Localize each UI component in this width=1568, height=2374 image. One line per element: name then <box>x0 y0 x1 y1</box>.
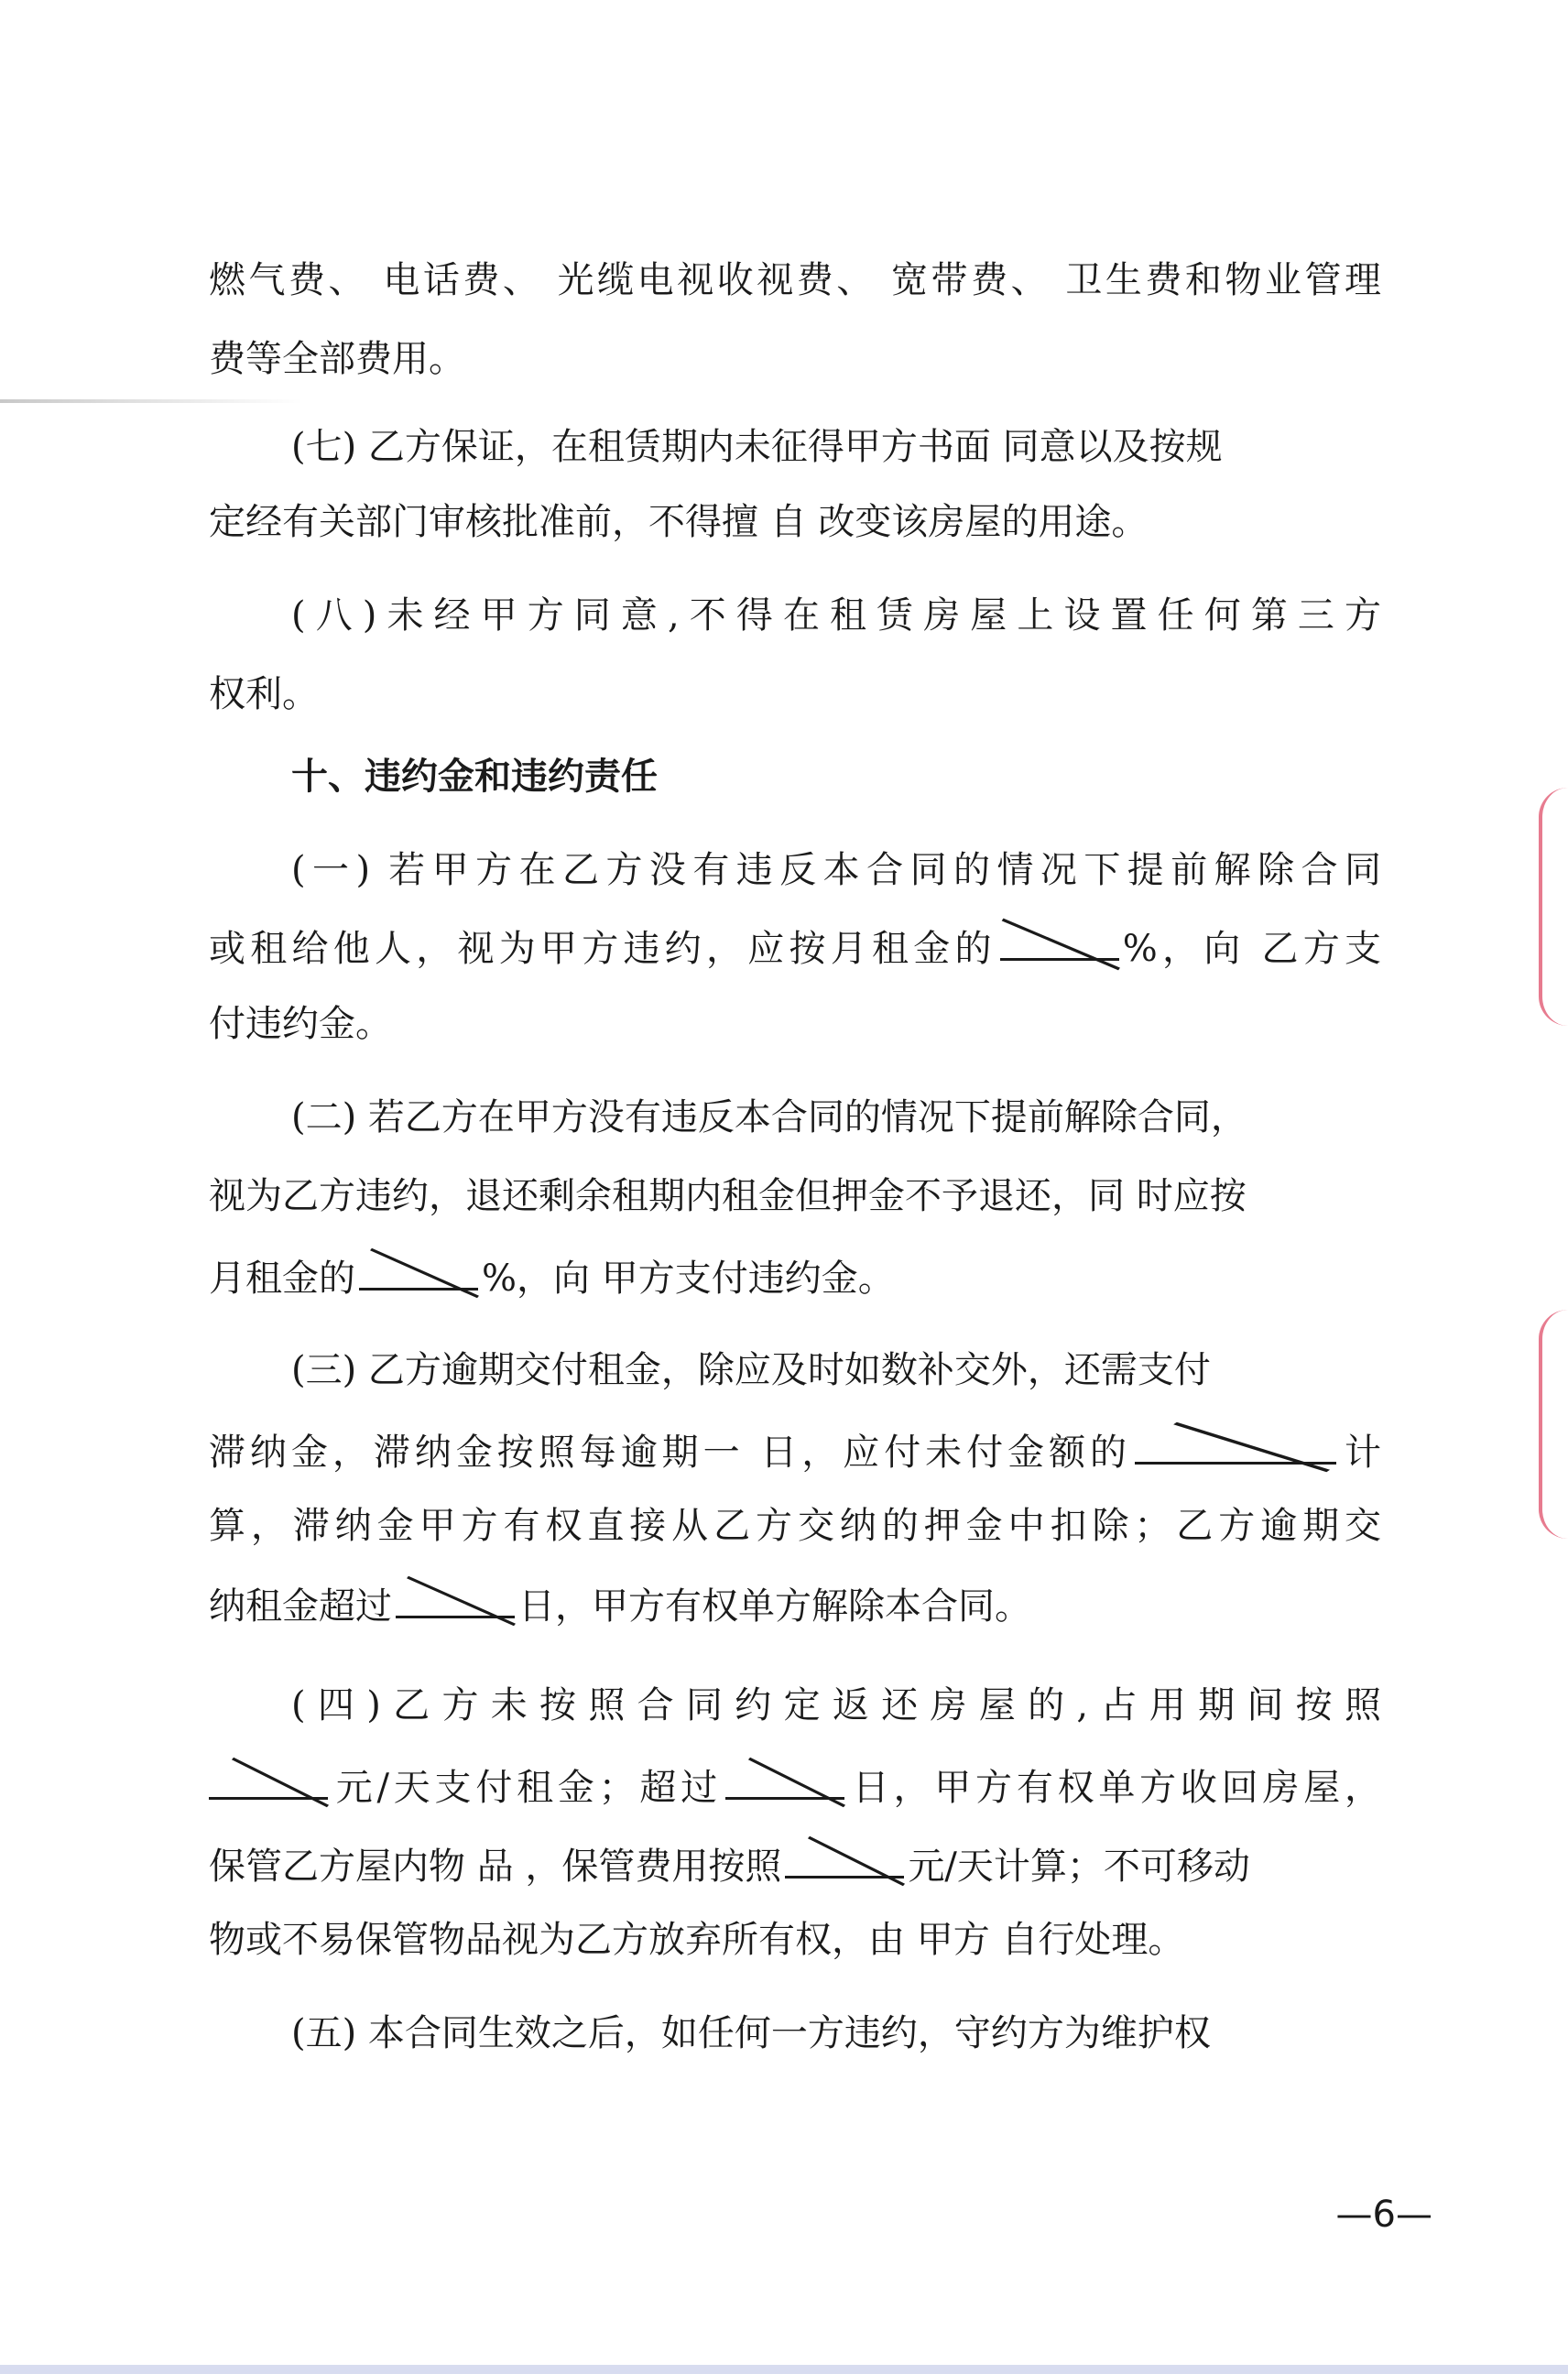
clause-2-line-1: (二) 若乙方在甲方没有违反本合同的情况下提前解除合同， <box>291 1096 1247 1138</box>
text-segment: %，向 乙方支 <box>1122 928 1381 970</box>
text-segment: 纳租金超过 <box>209 1585 392 1628</box>
clause-1-line-2 <box>209 918 1381 976</box>
text-segment: 保管乙方屋内物 品 ，保管费用按照 <box>209 1846 782 1888</box>
clause-3-line-2 <box>209 1421 1381 1480</box>
clause-4-line-4: 物或不易保管物品视为乙方放弃所有权，由 甲方 自行处理。 <box>209 1919 1185 1961</box>
clause-3-line-3: 算，滞纳金甲方有权直接从乙方交纳的押金中扣除；乙方逾期交 <box>209 1505 1381 1547</box>
clause-4-line-3 <box>209 1835 1326 1894</box>
text-segment: 滞纳金，滞纳金按照每逾期一 日，应付未付金额的 <box>209 1432 1132 1474</box>
crossed-blank <box>785 1835 904 1879</box>
clause-3-line-1: (三) 乙方逾期交付租金，除应及时如数补交外，还需支付 <box>291 1349 1211 1391</box>
crossed-blank <box>359 1247 478 1290</box>
text-segment: 日，甲方有权单方收回房屋， <box>847 1767 1381 1809</box>
clause-2-line-2: 视为乙方违约，退还剩余租期内租金但押金不予退还，同 时应按 <box>209 1175 1247 1217</box>
crossed-blank <box>209 1757 328 1800</box>
seal-stamp-edge <box>1539 788 1568 1026</box>
crossed-blank <box>1000 918 1119 961</box>
text-segment: 元/天支付租金；超过 <box>332 1767 722 1809</box>
seal-stamp-edge <box>1539 1310 1568 1539</box>
clause-7-line-2: 定经有关部门审核批准前，不得擅 自 改变该房屋的用途。 <box>209 501 1149 543</box>
clause-2-line-3 <box>209 1247 942 1306</box>
text-segment: 计 <box>1340 1432 1382 1474</box>
scan-edge <box>0 2365 1568 2374</box>
crossed-blank <box>725 1757 844 1800</box>
clause-4-line-1: (四)乙方未按照合同约定返还房屋的,占用期间按照 <box>291 1684 1381 1726</box>
page-number: —6— <box>1335 2194 1432 2236</box>
clause-4-line-2 <box>209 1757 1381 1815</box>
text-segment: 月租金的 <box>209 1258 355 1300</box>
clause-1-line-1: (一) 若甲方在乙方没有违反本合同的情况下提前解除合同 <box>291 849 1381 891</box>
text-line: 费等全部费用。 <box>209 338 465 380</box>
text-segment: 日，甲方有权单方解除本合同。 <box>518 1585 1031 1628</box>
clause-1-line-3: 付违约金。 <box>209 1003 392 1045</box>
text-segment: 或租给他人，视为甲方违约，应按月租金的 <box>209 928 996 970</box>
text-segment: %，向 甲方支付违约金。 <box>482 1258 895 1300</box>
clause-5-line-1: (五) 本合同生效之后，如任何一方违约，守约方为维护权 <box>291 2012 1211 2054</box>
text-segment: 元/天计算；不可移动 <box>908 1846 1250 1888</box>
clause-3-line-4 <box>209 1575 1125 1634</box>
section-heading: 十、违约金和违约责任 <box>291 755 658 798</box>
clause-8-line-2: 权利。 <box>209 673 319 715</box>
crossed-blank <box>1135 1421 1336 1465</box>
text-line: 燃气费、 电话费、 光缆电视收视费、 宽带费、 卫生费和物业管理 <box>209 259 1381 301</box>
clause-8-line-1: (八)未经甲方同意,不得在租赁房屋上设置任何第三方 <box>291 594 1381 637</box>
clause-7-line-1: (七) 乙方保证，在租赁期内未征得甲方书面 同意以及按规 <box>291 426 1223 468</box>
scan-smudge <box>0 399 302 403</box>
crossed-blank <box>396 1575 515 1618</box>
